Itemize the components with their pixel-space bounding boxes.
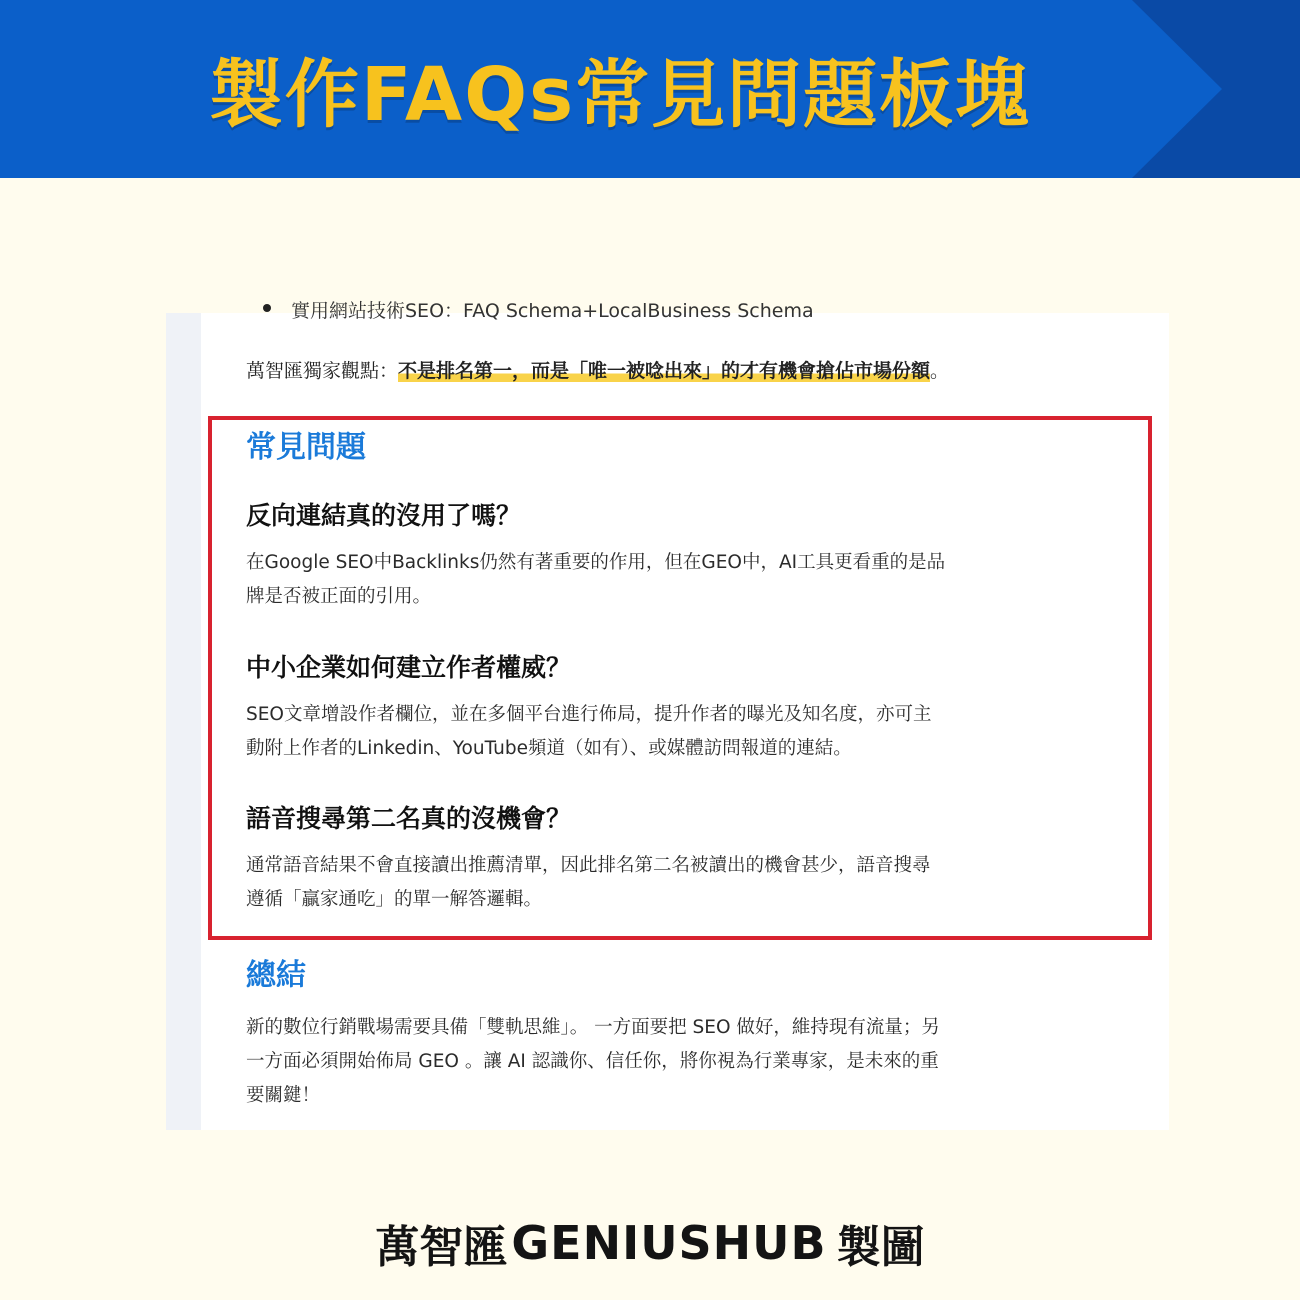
insight-paragraph <box>246 357 949 385</box>
summary-heading: 總結 <box>246 958 306 993</box>
footer-prefix: 萬智匯 <box>375 1222 508 1273</box>
summary-line-3: 要關鍵！ <box>246 1085 321 1106</box>
faq-heading: 常見問題 <box>246 430 366 465</box>
footer-credit <box>0 1208 1300 1278</box>
faq-answer-2 <box>246 698 1006 766</box>
footer-brand-logo: GENIUSHUB <box>511 1216 827 1270</box>
faq-answer-3-line-1: 通常語音結果不會直接讀出推薦清單，因此排名第二名被讀出的機會甚少，語音搜尋 <box>246 855 931 876</box>
faq-question-3: 語音搜尋第二名真的沒機會？ <box>246 804 572 833</box>
cut-off-bullet-text: 實用網站技術SEO：FAQ Schema+LocalBusiness Schema <box>291 300 814 322</box>
insight-prefix: 萬智匯獨家觀點： <box>246 360 399 382</box>
summary-line-1: 新的數位行銷戰場需要具備「雙軌思維」。 一方面要把 SEO 做好，維持現有流量；另 <box>246 1017 940 1038</box>
faq-answer-1 <box>246 546 1006 614</box>
faq-question-1: 反向連結真的沒用了嗎？ <box>246 501 522 530</box>
faq-answer-2-line-2: 動附上作者的Linkedin、YouTube頻道（如有）、或媒體訪問報道的連結。 <box>246 738 852 759</box>
footer-suffix: 製圖 <box>836 1222 925 1273</box>
faq-answer-3 <box>246 849 1006 917</box>
faq-answer-1-line-2: 牌是否被正面的引用。 <box>246 586 432 607</box>
sidebar-strip <box>166 313 201 1130</box>
bullet-dot <box>263 304 271 312</box>
header-banner <box>0 0 1300 178</box>
faq-answer-1-line-1: 在Google SEO中Backlinks仍然有著重要的作用，但在GEO中，AI工具更看重的是品 <box>246 552 946 573</box>
faq-question-2: 中小企業如何建立作者權威？ <box>246 653 572 682</box>
faq-answer-2-line-1: SEO文章增設作者欄位，並在多個平台進行佈局，提升作者的曝光及知名度，亦可主 <box>246 704 932 725</box>
faq-answer-3-line-2: 遵循「贏家通吃」的單一解答邏輯。 <box>246 889 543 910</box>
summary-line-2: 一方面必須開始佈局 GEO 。讓 AI 認識你、信任你，將你視為行業專家，是未來的重 <box>246 1051 939 1072</box>
banner-title: 製作FAQs常見問題板塊 <box>208 52 1032 138</box>
summary-paragraph <box>246 1011 1046 1113</box>
insight-highlight: 不是排名第一，而是「唯一被唸出來」的才有機會搶佔市場份額 <box>398 360 931 382</box>
insight-suffix: 。 <box>930 360 950 382</box>
